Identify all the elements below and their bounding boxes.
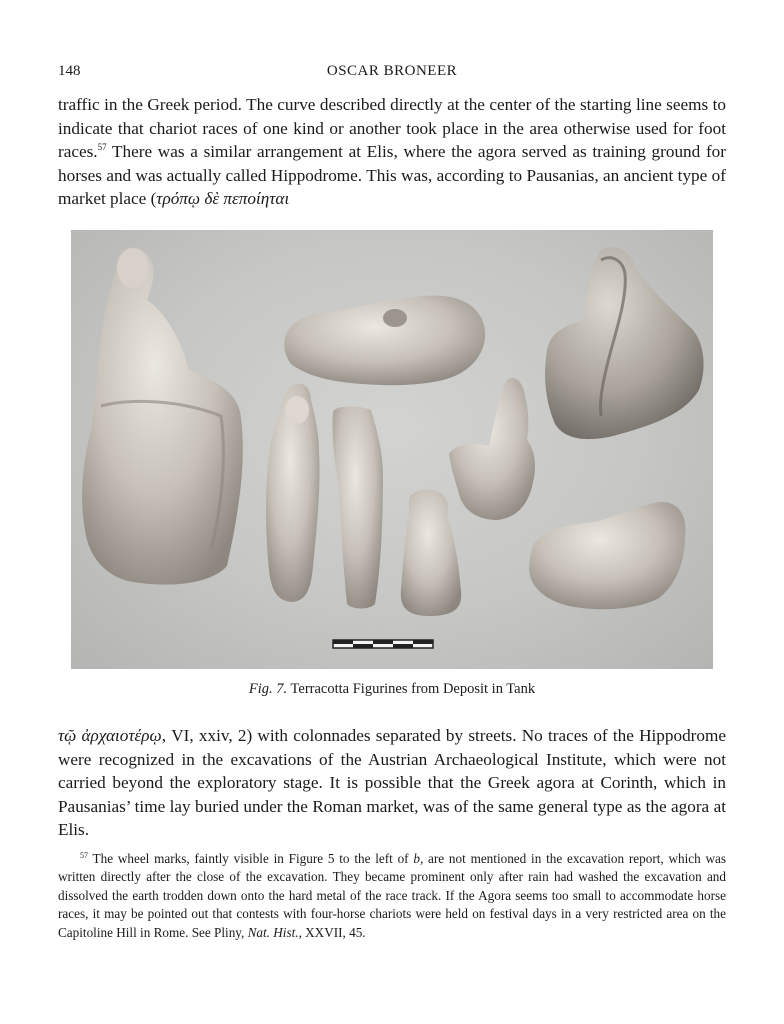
figurine-tall-narrow — [332, 406, 383, 608]
greek-quote-start: τρόπῳ δὲ πεποίηται — [156, 189, 290, 208]
running-head: OSCAR BRONEER — [326, 63, 458, 79]
figurine-seated-small — [449, 378, 535, 520]
greek-quote-end: τῷ ἀρχαιοτέρῳ — [58, 726, 162, 745]
body-paragraph-2 — [58, 724, 726, 842]
footnote-italic-b: b — [413, 851, 420, 866]
footnote-source-title: Nat. Hist. — [247, 924, 299, 940]
figurine-small-standing — [401, 490, 461, 617]
footnote-57 — [58, 850, 726, 942]
footnote-marker: 57 — [80, 851, 88, 860]
footnote-text-2: , are not mentioned in the excavation report, which was written directly after the close of the excavation. They became prominent only after rain had washed the excavation and dissolved the earth trodden down onto the hard metal of the race track. If the Agora seems too small to accommodate horse races, it may be pointed out that contests with four-horse chariots were held on festival days in a very restricted area on the Capitoline Hill in Rome. See Pliny, — [58, 851, 726, 940]
figure-number: Fig. 7. — [248, 681, 288, 697]
figurine-rider-relief — [545, 247, 704, 439]
figurine-horse-head — [284, 296, 485, 386]
footnote-ref-57[interactable]: 57 — [97, 142, 107, 152]
figure-caption-text: Terracotta Figurines from Deposit in Tank — [290, 681, 536, 697]
para2-text: , VI, xxiv, 2) with colonnades separated by streets. No traces of the Hippodrome were recognized in the excavations of the Austrian Archaeological Institute, which were not carried beyond the exploratory stage. It is possible that the Greek agora at Corinth, which in Pausanias’ time lay buried under the Roman market, was of the same general type as the agora at Elis. — [58, 726, 726, 839]
para1-text: traffic in the Greek period. The curve described directly at the center of the starting line seems to indicate that chariot races of one kind or another took place in the area otherwise used for foot races. — [58, 95, 726, 161]
figurine-standing-woman — [266, 384, 320, 602]
page-number: 148 — [58, 63, 81, 79]
figure-caption — [0, 681, 784, 698]
scale-bar — [333, 640, 433, 648]
body-paragraph-1 — [58, 93, 726, 211]
footnote-text-3: , XXVII, 45. — [298, 924, 366, 940]
figurine-animal-fragment — [529, 502, 685, 609]
figure-photograph — [71, 230, 713, 669]
para1-continuation: There was a similar arrangement at Elis, where the agora served as training ground for horses and was actually called Hippodrome. This was, according to Pausanias, an ancient type of market place ( — [58, 142, 726, 208]
footnote-text-1: The wheel marks, faintly visible in Figure 5 to the left of — [88, 851, 414, 866]
figurine-horse-rider-large — [82, 247, 243, 584]
